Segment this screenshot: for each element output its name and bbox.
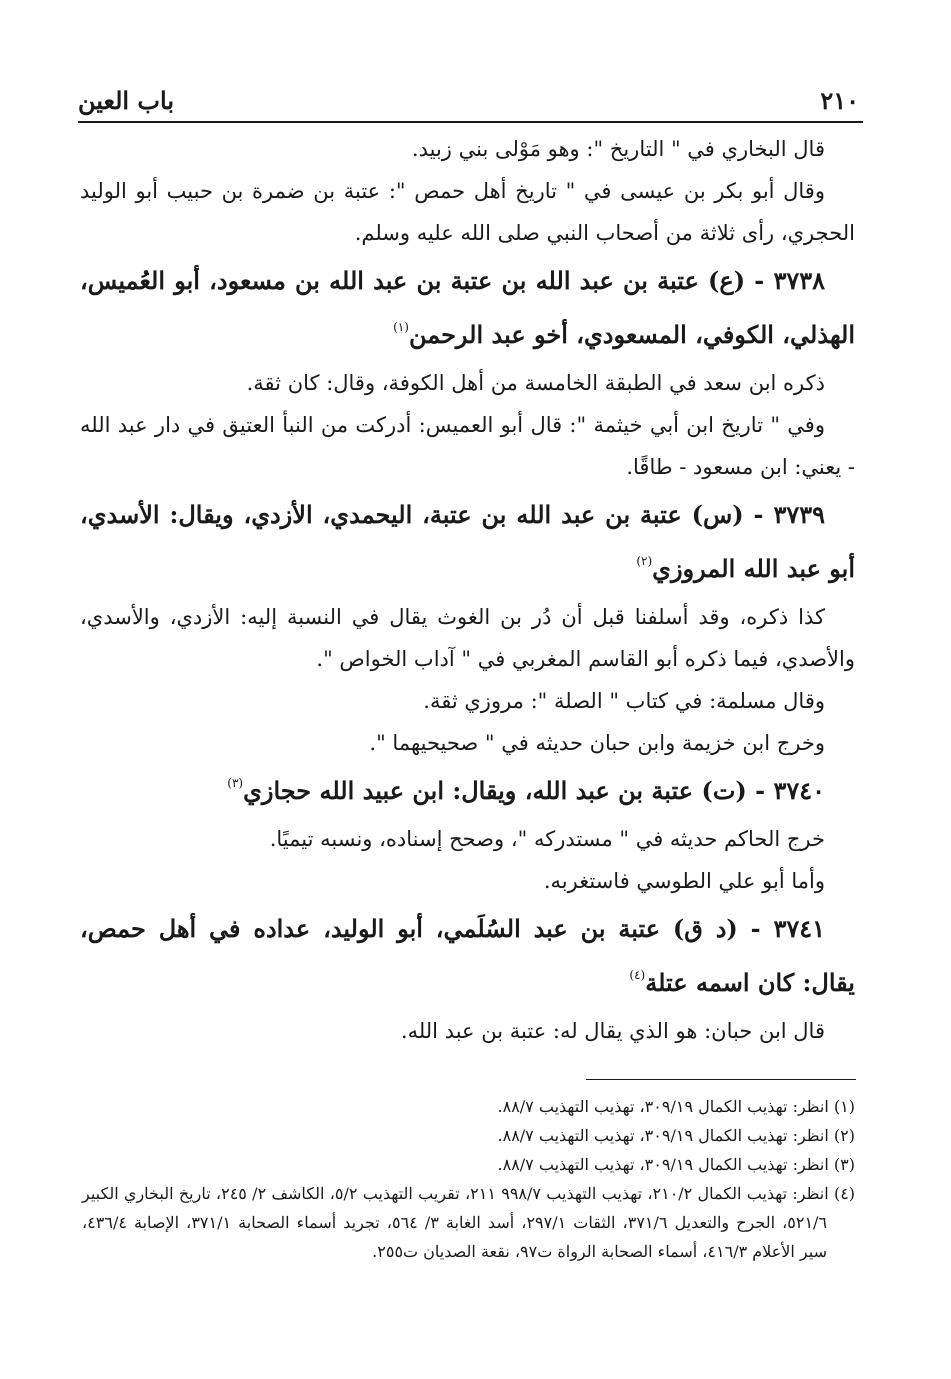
paragraph-text: وخرج ابن خزيمة وابن حبان حديثه في " صحيحيهما ".	[369, 731, 825, 755]
paragraph-text: وفي " تاريخ ابن أبي خيثمة ": قال أبو العميس: أدركت من النبأ العتيق في دار عبد الله - يعني: ابن مسعود - طاقًا.	[80, 413, 855, 479]
paragraph	[80, 680, 855, 722]
entry-heading-text: ٣٧٣٩ - (س) عتبة بن عبد الله بن عتبة، اليحمدي، الأزدي، ويقال: الأسدي، أبو عبد الله المروزي	[80, 500, 855, 583]
paragraph-text: وأما أبو علي الطوسي فاستغربه.	[543, 869, 825, 893]
footnote: (١) انظر: تهذيب الكمال ٣٠٩/١٩، تهذيب التهذيب ٨٨/٧.	[497, 1097, 855, 1116]
entry-heading-text: ٣٧٤٠ - (ت) عتبة بن عبد الله، ويقال: ابن عبيد الله حجازي	[243, 776, 825, 805]
paragraph-text: خرج الحاكم حديثه في " مستدركه "، وصحح إسناده، ونسبه تيميًا.	[269, 827, 825, 851]
footnote: (٤) انظر: تهذيب الكمال ٢١٠/٢، تهذيب التهذيب ٩٩٨/٧ ٢١١، تقريب التهذيب ٥/٢، الكاشف ٢/ ٢٤٥، تاريخ البخاري الكبير ٥٢١/٦، الجرح والتعديل ٣٧١/٦، الثقات ٢٩٧/١، أسد الغابة ٣/ ٥٦٤، تجريد أسماء الصحابة ٣٧١/١، الإصابة ٤٣٦/٤، سير الأعلام ٤١٦/٣، أسماء الصحابة الرواة ت٩٧، نقعة الصديان ت٢٥٥.	[82, 1184, 856, 1261]
paragraph-text: قال ابن حبان: هو الذي يقال له: عتبة بن عبد الله.	[400, 1019, 825, 1043]
paragraph	[80, 362, 855, 404]
paragraph	[80, 404, 855, 488]
entry-heading-text: ٣٧٤١ - (د ق) عتبة بن عبد السُلَمي، أبو الوليد، عداده في أهل حمص، يقال: كان اسمه عتلة	[80, 914, 855, 997]
footnote-ref: (٣)	[227, 776, 244, 790]
paragraph	[80, 128, 855, 170]
paragraph-text: ذكره ابن سعد في الطبقة الخامسة من أهل الكوفة، وقال: كان ثقة.	[246, 371, 825, 395]
entry-heading-3740	[80, 764, 855, 818]
entry-heading-text: ٣٧٣٨ - (ع) عتبة بن عبد الله بن عتبة بن عبد الله بن مسعود، أبو العُميس، الهذلي، الكوفي، المسعودي، أخو عبد الرحمن	[80, 266, 855, 349]
footnote-ref: (٤)	[629, 968, 646, 982]
paragraph	[80, 722, 855, 764]
footnote: (٢) انظر: تهذيب الكمال ٣٠٩/١٩، تهذيب التهذيب ٨٨/٧.	[497, 1126, 855, 1145]
paragraph-text: وقال أبو بكر بن عيسى في " تاريخ أهل حمص ": عتبة بن ضمرة بن حبيب أبو الوليد الحجري، رأى ثلاثة من أصحاب النبي صلى الله عليه وسلم.	[80, 179, 855, 245]
paragraph	[80, 818, 855, 860]
entry-heading-3741	[80, 902, 855, 1010]
footnote: (٣) انظر: تهذيب الكمال ٣٠٩/١٩، تهذيب التهذيب ٨٨/٧.	[497, 1155, 855, 1174]
paragraph-text: قال البخاري في " التاريخ ": وهو مَوْلى بني زبيد.	[411, 137, 825, 161]
footnotes	[82, 1092, 855, 1266]
paragraph	[80, 860, 855, 902]
chapter-title: باب العين	[78, 85, 175, 115]
paragraph-text: كذا ذكره، وقد أسلفنا قبل أن دُر بن الغوث يقال في النسبة إليه: الأزدي، والأسدي، والأصدي، فيما ذكره أبو القاسم المغربي في " آداب الخواص ".	[80, 605, 855, 671]
footnote-separator	[586, 1079, 856, 1080]
entry-heading-3739	[80, 488, 855, 596]
entry-heading-3738	[80, 254, 855, 362]
footnote-ref: (١)	[393, 320, 409, 334]
main-text	[80, 128, 855, 1052]
page-header	[78, 80, 859, 120]
header-rule	[78, 121, 863, 123]
paragraph	[80, 596, 855, 680]
paragraph	[80, 1010, 855, 1052]
paragraph-text: وقال مسلمة: في كتاب " الصلة ": مروزي ثقة.	[423, 689, 825, 713]
footnote-ref: (٢)	[636, 554, 653, 568]
paragraph	[80, 170, 855, 254]
page-number: ٢١٠	[820, 85, 859, 115]
